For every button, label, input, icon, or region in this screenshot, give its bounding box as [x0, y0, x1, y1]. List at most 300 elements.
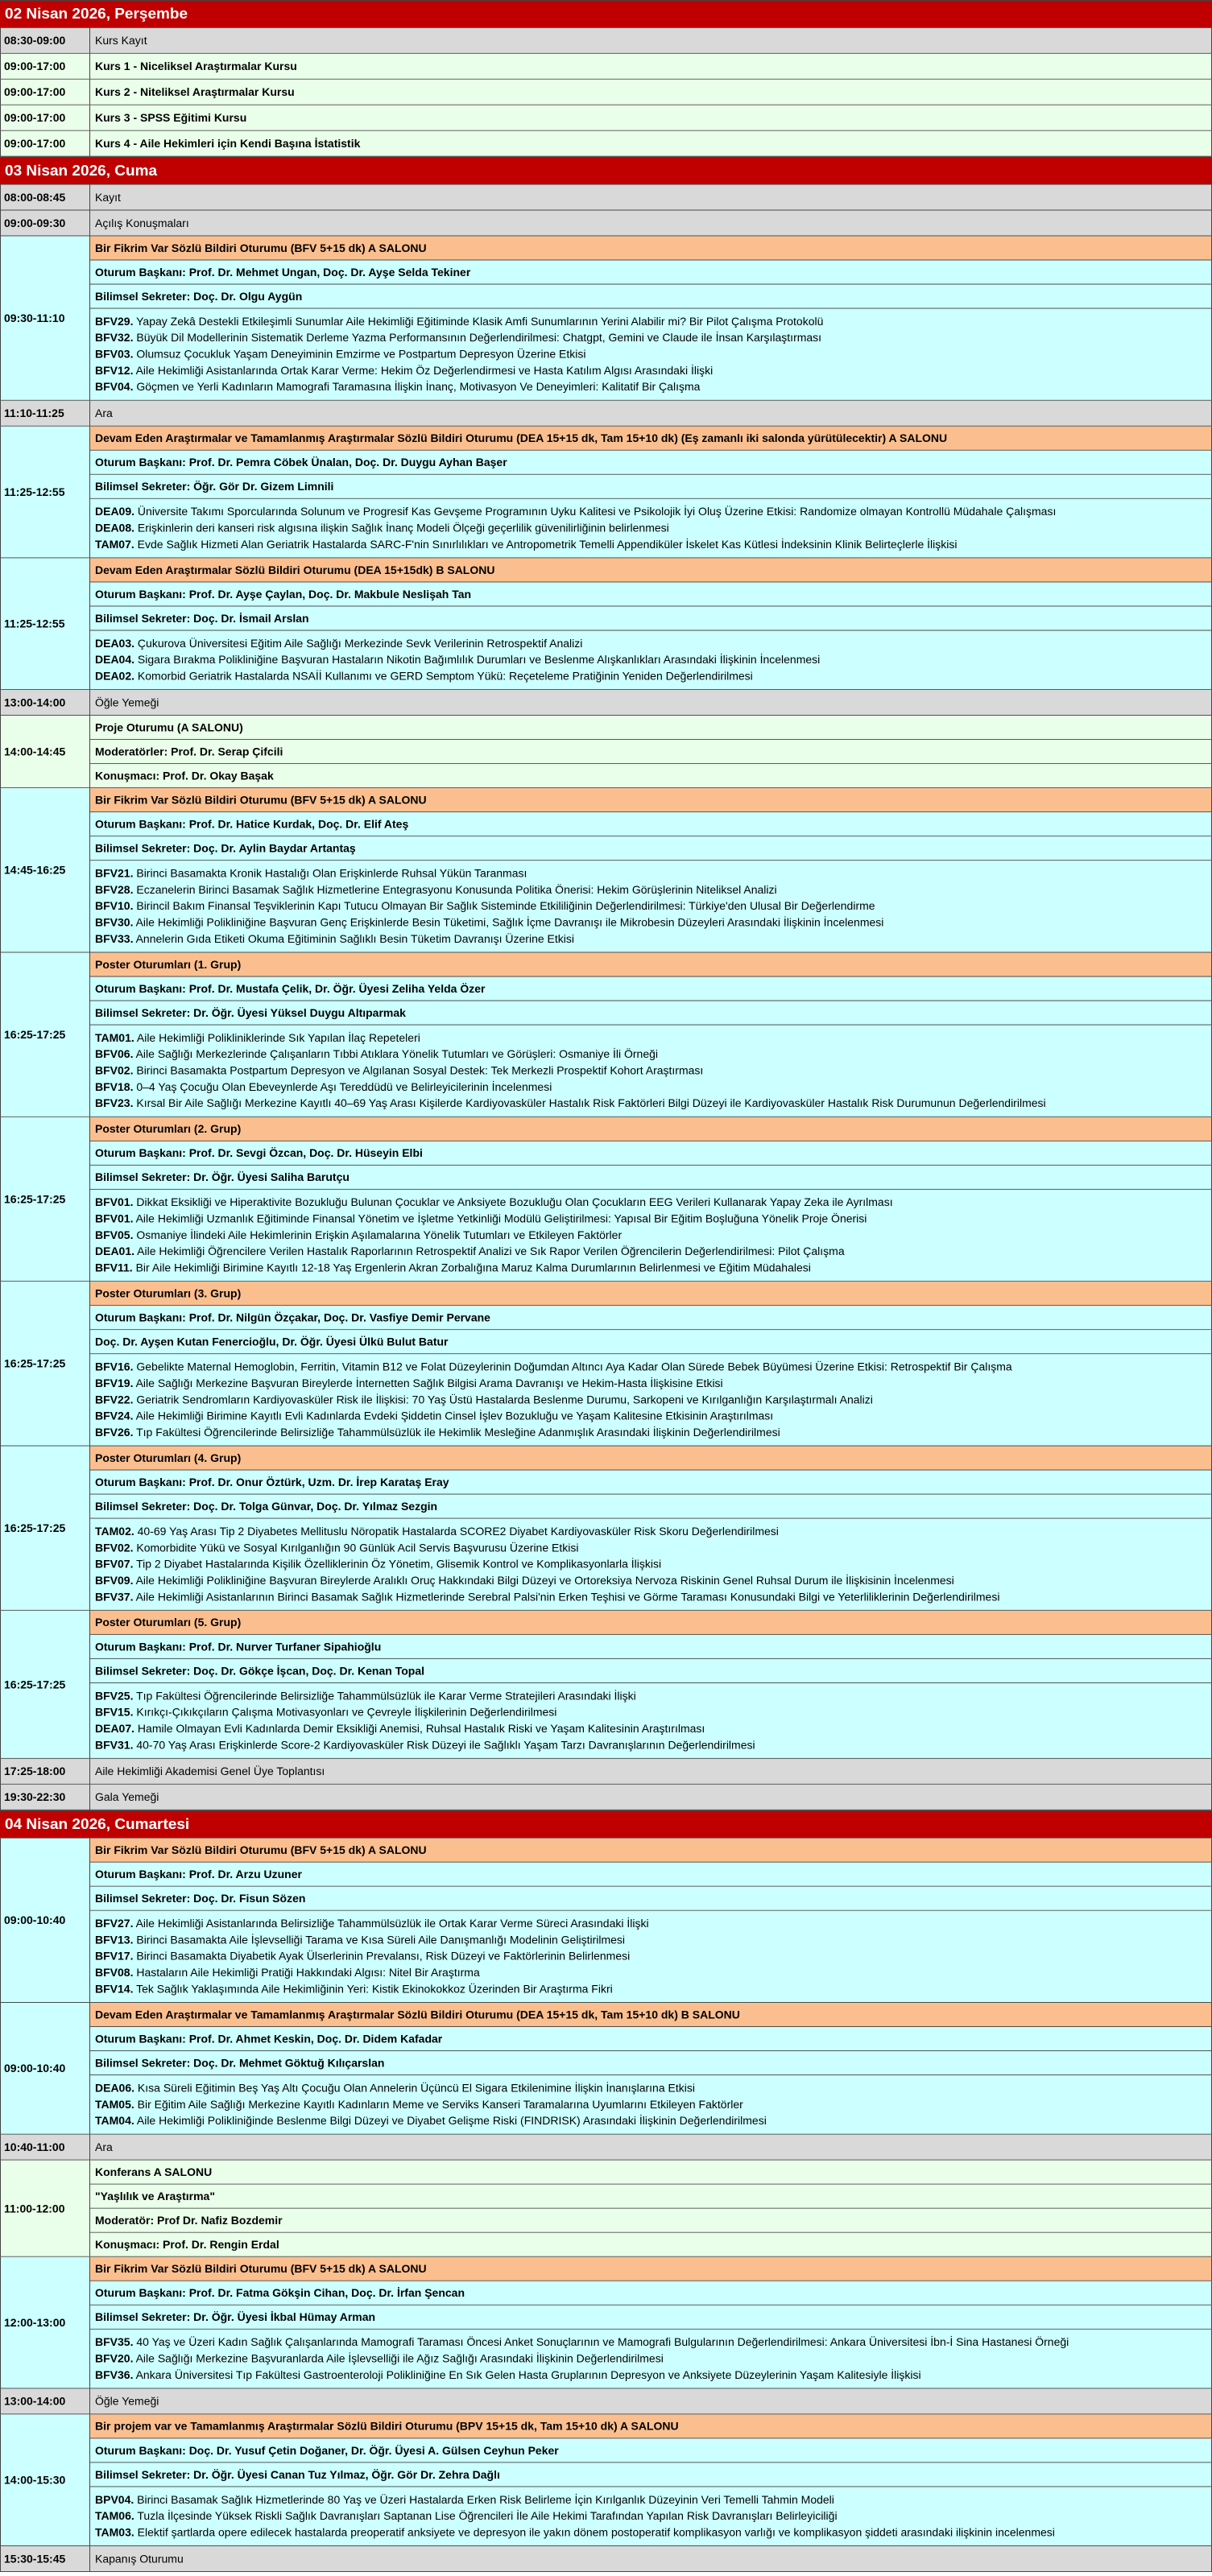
paper-title: Aile Hekimliği Asistanlarında Ortak Karar Verme: Hekim Öz Değerlendirmesi ve Hasta Katılım Algısı Arasındaki İlişki	[135, 364, 714, 377]
paper-title: Göçmen ve Yerli Kadınların Mamografi Taramasına İlişkin İnanç, Motivasyon Ve Deneyimleri: Kalitatif Bir Çalışma	[136, 380, 701, 394]
time-cell: 09:00-17:00	[0, 54, 90, 80]
paper-item	[95, 379, 1211, 395]
paper-list	[90, 2487, 1212, 2546]
paper-title: Birinci Basamakta Postpartum Depresyon ve Algılanan Sosyal Destek: Tek Merkezli Prospektif Kohort Araştırması	[136, 1063, 704, 1077]
session-body	[90, 558, 1212, 690]
session-block	[0, 788, 1212, 952]
paper-item	[95, 1720, 1211, 1736]
paper-title: Bir Eğitim Aile Sağlığı Merkezine Kayıtlı Kadınların Meme ve Serviks Kanseri Taramalarına Uyumlarını Etkileyen Faktörler	[137, 2098, 743, 2111]
paper-title: Hamile Olmayan Evli Kadınlarda Demir Eksikliği Anemisi, Ruhsal Hastalık Riski ve Yaşam Kalitesinin Araştırılması	[137, 1722, 705, 1735]
paper-item	[95, 1244, 1211, 1260]
session-time: 16:25-17:25	[0, 1282, 90, 1446]
session-chair-line: Konuşmacı: Prof. Dr. Rengin Erdal	[90, 2233, 1212, 2257]
time-cell: 08:30-09:00	[0, 28, 90, 54]
day-header: 03 Nisan 2026, Cuma	[0, 157, 1212, 185]
schedule-row	[0, 2388, 1212, 2414]
paper-code: BFV08.	[95, 1966, 134, 1979]
paper-code: BFV29.	[95, 315, 134, 328]
session-block	[0, 1282, 1212, 1446]
paper-item	[95, 1392, 1211, 1408]
paper-item	[95, 2113, 1211, 2129]
event-label: Gala Yemeği	[90, 1785, 1212, 1810]
paper-code: BFV37.	[95, 1590, 134, 1604]
paper-item	[95, 1030, 1211, 1046]
session-body	[90, 2003, 1212, 2135]
paper-title: Aile Hekimliği Polikliniğinde Beslenme Bilgi Düzeyi ve Diyabet Gelişme Riski (FINDRISK) Arasındaki İlişkinin Değerlendirilmesi	[136, 2114, 767, 2128]
paper-item	[95, 2491, 1211, 2508]
session-block	[0, 952, 1212, 1117]
paper-code: TAM07.	[95, 538, 134, 551]
schedule-row	[0, 210, 1212, 236]
time-cell: 09:00-09:30	[0, 210, 90, 236]
paper-item	[95, 1408, 1211, 1424]
paper-item	[95, 668, 1211, 684]
paper-list	[90, 1683, 1212, 1759]
event-label: Aile Hekimliği Akademisi Genel Üye Toplantısı	[90, 1759, 1212, 1785]
session-time: 14:45-16:25	[0, 788, 90, 952]
paper-title: Birinci Basamakta Diyabetik Ayak Ülserlerinin Prevalansı, Risk Düzeyi ve Faktörlerinin Belirlenmesi	[136, 1950, 631, 1963]
paper-code: DEA07.	[95, 1722, 135, 1735]
paper-item	[95, 2367, 1211, 2383]
session-title: Poster Oturumları (5. Grup)	[90, 1611, 1212, 1635]
session-chair-line: Bilimsel Sekreter: Doç. Dr. Olgu Aygün	[90, 284, 1212, 308]
session-chair-line: Oturum Başkanı: Prof. Dr. Mustafa Çelik, Dr. Öğr. Üyesi Zeliha Yelda Özer	[90, 976, 1212, 1001]
paper-item	[95, 865, 1211, 881]
time-cell: 13:00-14:00	[0, 690, 90, 716]
session-chair-line: Oturum Başkanı: Prof. Dr. Sevgi Özcan, Doç. Dr. Hüseyin Elbi	[90, 1141, 1212, 1166]
paper-list	[90, 1519, 1212, 1611]
event-label: Öğle Yemeği	[90, 2388, 1212, 2414]
paper-title: Evde Sağlık Hizmeti Alan Geriatrik Hastalarda SARC-F'nin Sınırlılıkları ve Antropometrik Temelli Appendiküler İskelet Kas Kütlesi İndeksinin Klinik Belirteçlerle İlişkisi	[137, 538, 958, 551]
session-chair-line: Oturum Başkanı: Prof. Dr. Hatice Kurdak, Doç. Dr. Elif Ateş	[90, 812, 1212, 836]
session-chair-line: Bilimsel Sekreter: Dr. Öğr. Üyesi İkbal Hümay Arman	[90, 2306, 1212, 2330]
paper-item	[95, 1523, 1211, 1539]
paper-title: Tuzla İlçesinde Yüksek Riskli Sağlık Davranışları Saptanan Lise Öğrencileri İle Aile Hekimi Tarafından Yapılan Risk Davranışları Belirleyiciliği	[137, 2509, 838, 2523]
session-chair-line: Bilimsel Sekreter: Doç. Dr. Gökçe İşcan, Doç. Dr. Kenan Topal	[90, 1659, 1212, 1683]
session-time: 11:00-12:00	[0, 2161, 90, 2257]
paper-title: Çukurova Üniversitesi Eğitim Aile Sağlığı Merkezinde Sevk Verilerinin Retrospektif Analizi	[137, 637, 583, 650]
session-title: Devam Eden Araştırmalar ve Tamamlanmış Araştırmalar Sözlü Bildiri Oturumu (DEA 15+15 dk, Tam 15+10 dk) (Eş zamanlı iki salonda yürütülecektir) A SALONU	[90, 427, 1212, 451]
session-body	[90, 236, 1212, 400]
schedule-row	[0, 2546, 1212, 2572]
paper-code: BFV09.	[95, 1574, 134, 1587]
session-body	[90, 716, 1212, 788]
paper-code: DEA09.	[95, 505, 135, 518]
paper-code: DEA03.	[95, 637, 135, 650]
time-cell: 19:30-22:30	[0, 1785, 90, 1810]
session-title: Bir Fikrim Var Sözlü Bildiri Oturumu (BFV 5+15 dk) A SALONU	[90, 236, 1212, 260]
schedule-row	[0, 80, 1212, 105]
session-body	[90, 2161, 1212, 2257]
day-header: 02 Nisan 2026, Perşembe	[0, 0, 1212, 28]
paper-code: BFV27.	[95, 1917, 134, 1930]
paper-code: BFV25.	[95, 1689, 134, 1703]
paper-code: TAM01.	[95, 1031, 134, 1044]
paper-title: Aile Hekimliği Polikliniklerinde Sık Yapılan İlaç Repeteleri	[136, 1031, 420, 1044]
schedule-row	[0, 54, 1212, 80]
schedule-row	[0, 690, 1212, 716]
schedule-row	[0, 131, 1212, 157]
event-label: Kayıt	[90, 185, 1212, 211]
paper-title: Olumsuz Çocukluk Yaşam Deneyiminin Emzirme ve Postpartum Depresyon Üzerine Etkisi	[136, 347, 586, 361]
session-time: 09:00-10:40	[0, 1839, 90, 2003]
paper-title: Bir Aile Hekimliği Birimine Kayıtlı 12-18 Yaş Ergenlerin Akran Zorbalığına Maruz Kalma Durumlarının Belirlenmesi ve Eğitim Müdahalesi	[135, 1261, 811, 1274]
event-label: Kurs 2 - Niteliksel Araştırmalar Kursu	[90, 80, 1212, 105]
session-body	[90, 1839, 1212, 2003]
paper-list	[90, 499, 1212, 559]
paper-item	[95, 1704, 1211, 1720]
paper-code: BFV36.	[95, 2368, 134, 2381]
paper-item	[95, 2351, 1211, 2367]
session-title: Konferans A SALONU	[90, 2161, 1212, 2185]
paper-title: Gebelikte Maternal Hemoglobin, Ferritin, Vitamin B12 ve Folat Düzeylerinin Doğumdan Altıncı Aya Kadar Olan Sürede Bebek Büyümesi Üzerine Etkisi: Retrospektif Bir Çalışma	[136, 1360, 1012, 1373]
paper-item	[95, 1737, 1211, 1753]
session-time: 09:00-10:40	[0, 2003, 90, 2135]
schedule-row	[0, 401, 1212, 427]
paper-title: Kısa Süreli Eğitimin Beş Yaş Altı Çocuğu Olan Annelerin Üçüncü El Sigara Etkilenimine İlişkin İnanışlarına Etkisi	[137, 2081, 695, 2095]
schedule-row	[0, 1759, 1212, 1785]
session-title: Devam Eden Araştırmalar ve Tamamlanmış Araştırmalar Sözlü Bildiri Oturumu (DEA 15+15 dk, Tam 15+10 dk) B SALONU	[90, 2003, 1212, 2027]
paper-code: BPV04.	[95, 2493, 134, 2506]
paper-list	[90, 1911, 1212, 2003]
schedule-row	[0, 28, 1212, 54]
session-chair-line: Doç. Dr. Ayşen Kutan Fenercioğlu, Dr. Öğr. Üyesi Ülkü Bulut Batur	[90, 1330, 1212, 1354]
paper-list	[90, 1190, 1212, 1282]
paper-code: BFV01.	[95, 1212, 134, 1225]
paper-code: BFV33.	[95, 932, 134, 945]
session-time: 14:00-14:45	[0, 716, 90, 788]
paper-code: BFV23.	[95, 1096, 134, 1110]
time-cell: 17:25-18:00	[0, 1759, 90, 1785]
schedule-row	[0, 1785, 1212, 1810]
paper-title: Hastaların Aile Hekimliği Pratiği Hakkındaki Algısı: Nitel Bir Araştırma	[136, 1966, 480, 1979]
paper-item	[95, 635, 1211, 651]
time-cell: 10:40-11:00	[0, 2135, 90, 2161]
session-block	[0, 1117, 1212, 1282]
paper-title: Erişkinlerin deri kanseri risk algısına ilişkin Sağlık İnanç Modeli Ölçeği geçerlilik güvenilirliğinin belirlenmesi	[137, 521, 669, 535]
paper-code: BFV26.	[95, 1426, 134, 1439]
session-body	[90, 1611, 1212, 1759]
paper-item	[95, 1079, 1211, 1095]
paper-title: Üniversite Takımı Sporcularında Solunum ve Progresif Kas Gevşeme Programının Uyku Kalitesi ve Psikolojik İyi Oluş Üzerine Etkisi: Randomize olmayan Kontrollü Müdahale Çalışması	[137, 505, 1057, 518]
paper-item	[95, 1688, 1211, 1704]
paper-code: DEA04.	[95, 653, 135, 667]
time-cell: 08:00-08:45	[0, 185, 90, 211]
paper-code: TAM05.	[95, 2098, 134, 2111]
paper-item	[95, 1540, 1211, 1556]
paper-list	[90, 2075, 1212, 2135]
session-time: 12:00-13:00	[0, 2257, 90, 2389]
session-block	[0, 2003, 1212, 2135]
paper-item	[95, 1948, 1211, 1964]
session-block	[0, 1611, 1212, 1759]
session-time: 09:30-11:10	[0, 236, 90, 400]
paper-title: Annelerin Gıda Etiketi Okuma Eğitiminin Sağlıklı Besin Tüketim Davranışı Üzerine Etkisi	[135, 932, 574, 945]
session-chair-line: Oturum Başkanı: Prof. Dr. Nurver Turfaner Sipahioğlu	[90, 1635, 1212, 1659]
session-body	[90, 427, 1212, 559]
paper-item	[95, 1981, 1211, 1997]
session-block	[0, 716, 1212, 788]
session-block	[0, 2414, 1212, 2546]
paper-code: BFV06.	[95, 1047, 134, 1061]
session-body	[90, 1447, 1212, 1611]
paper-code: BFV01.	[95, 1195, 134, 1209]
paper-item	[95, 931, 1211, 947]
paper-item	[95, 2080, 1211, 2096]
paper-title: Büyük Dil Modellerinin Sistematik Derleme Yazma Performansının Değerlendirilmesi: Chatgpt, Gemini ve Claude ile İnsan Karşılaştırması	[136, 331, 822, 345]
paper-code: BFV32.	[95, 331, 134, 345]
session-chair-line: Bilimsel Sekreter: Öğr. Gör Dr. Gizem Limnili	[90, 475, 1212, 499]
session-chair-line: Bilimsel Sekreter: Doç. Dr. Aylin Baydar Artantaş	[90, 836, 1212, 861]
time-cell: 13:00-14:00	[0, 2388, 90, 2414]
session-title: Bir Fikrim Var Sözlü Bildiri Oturumu (BFV 5+15 dk) A SALONU	[90, 2257, 1212, 2281]
paper-title: Tıp Fakültesi Öğrencilerinde Belirsizliğe Tahammülsüzlük ile Hekimlik Mesleğine Adanmışlık Arasındaki İlişkinin Değerlendirilmesi	[136, 1426, 780, 1439]
session-chair-line: Bilimsel Sekreter: Doç. Dr. Fisun Sözen	[90, 1887, 1212, 1911]
session-title: Poster Oturumları (2. Grup)	[90, 1117, 1212, 1141]
session-block	[0, 2257, 1212, 2389]
paper-title: Birinci Basamakta Kronik Hastalığı Olan Erişkinlerde Ruhsal Yükün Taranması	[136, 866, 527, 880]
paper-code: TAM04.	[95, 2114, 134, 2128]
paper-title: Aile Hekimliği Uzmanlık Eğitiminde Finansal Yönetim ve İşletme Yetkinliği Modülü Geliştirilmesi: Yapısal Bir Eğitim Boşluğuna Yönelik Proje Önerisi	[135, 1212, 867, 1225]
session-body	[90, 788, 1212, 952]
paper-title: Komorbid Geriatrik Hastalarda NSAİİ Kullanımı ve GERD Semptom Yükü: Reçeteleme Pratiğinin Yeniden Değerlendirilmesi	[137, 669, 753, 683]
paper-code: DEA02.	[95, 669, 135, 683]
schedule-row	[0, 185, 1212, 211]
session-title: Bir projem var ve Tamamlanmış Araştırmalar Sözlü Bildiri Oturumu (BPV 15+15 dk, Tam 15+10 dk) A SALONU	[90, 2414, 1212, 2438]
session-chair-line: Bilimsel Sekreter: Dr. Öğr. Üyesi Canan Tuz Yılmaz, Öğr. Gör Dr. Zehra Dağlı	[90, 2462, 1212, 2487]
paper-code: BFV02.	[95, 1541, 134, 1554]
paper-item	[95, 536, 1211, 552]
session-time: 11:25-12:55	[0, 427, 90, 559]
paper-item	[95, 881, 1211, 898]
paper-title: Aile Hekimliği Öğrencilere Verilen Hastalık Raporlarının Retrospektif Analizi ve Sık Rapor Verilen Öğrencilerin Değerlendirilmesi: Pilot Çalışma	[137, 1245, 845, 1258]
paper-item	[95, 1096, 1211, 1112]
event-label: Öğle Yemeği	[90, 690, 1212, 716]
paper-code: BFV05.	[95, 1228, 134, 1241]
paper-item	[95, 2096, 1211, 2112]
paper-title: Kırıkçı-Çıkıkçıların Çalışma Motivasyonları ve Çevreyle İlişkilerinin Değerlendirilmesi	[136, 1706, 557, 1719]
session-title: Poster Oturumları (1. Grup)	[90, 952, 1212, 976]
event-label: Kurs 1 - Niceliksel Araştırmalar Kursu	[90, 54, 1212, 80]
session-time: 16:25-17:25	[0, 1611, 90, 1759]
paper-item	[95, 1375, 1211, 1391]
session-block	[0, 1839, 1212, 2003]
session-block	[0, 427, 1212, 559]
session-time: 16:25-17:25	[0, 952, 90, 1117]
paper-code: TAM06.	[95, 2509, 134, 2523]
session-chair-line: Oturum Başkanı: Prof. Dr. Nilgün Özçakar, Doç. Dr. Vasfiye Demir Pervane	[90, 1306, 1212, 1330]
session-body	[90, 1282, 1212, 1446]
paper-title: Birinci Basamak Sağlık Hizmetlerinde 80 Yaş ve Üzeri Hastalarda Erken Risk Belirleme İçin Kırılganlık Düzeyinin Veri Temelli Tahmin Modeli	[137, 2493, 834, 2506]
session-chair-line: Bilimsel Sekreter: Doç. Dr. Tolga Günvar, Doç. Dr. Yılmaz Sezgin	[90, 1495, 1212, 1519]
paper-title: Aile Sağlığı Merkezine Başvuran Bireylerde İnternetten Sağlık Bilgisi Arama Davranışı ve Hekim-Hasta İlişkisine Etkisi	[135, 1377, 723, 1389]
paper-code: BFV03.	[95, 347, 134, 361]
paper-code: DEA01.	[95, 1245, 135, 1258]
paper-code: BFV17.	[95, 1950, 134, 1963]
paper-title: Aile Hekimliği Birimine Kayıtlı Evli Kadınlarda Evdeki Şiddetin Cinsel İşlev Bozukluğu ve Yaşam Kalitesine Etkisinin Araştırılması	[135, 1410, 774, 1422]
paper-item	[95, 1556, 1211, 1572]
paper-item	[95, 1211, 1211, 1227]
paper-item	[95, 914, 1211, 931]
paper-code: BFV19.	[95, 1377, 134, 1389]
paper-title: Aile Hekimliği Polikliniğine Başvuran Genç Erişkinlerde Besin Tüketimi, Sağlık İçme Davranışı ile Mikrobesin Düzeyleri Arasındaki İlişkinin İncelenmesi	[135, 915, 884, 929]
paper-code: BFV12.	[95, 364, 134, 377]
paper-code: DEA06.	[95, 2081, 135, 2095]
session-time: 16:25-17:25	[0, 1117, 90, 1282]
session-chair-line: Bilimsel Sekreter: Dr. Öğr. Üyesi Saliha Barutçu	[90, 1166, 1212, 1190]
paper-title: Aile Hekimliği Polikliniğine Başvuran Bireylerde Aralıklı Oruç Hakkındaki Bilgi Düzeyi ve Ortoreksiya Nervoza Riskinin Genel Ruhsal Durum ile İlişkisinin İncelenmesi	[135, 1574, 954, 1587]
session-body	[90, 1117, 1212, 1282]
session-chair-line: Oturum Başkanı: Prof. Dr. Onur Öztürk, Uzm. Dr. İrep Karataş Eray	[90, 1471, 1212, 1495]
session-chair-line: Oturum Başkanı: Doç. Dr. Yusuf Çetin Doğaner, Dr. Öğr. Üyesi A. Gülsen Ceyhun Peker	[90, 2438, 1212, 2462]
paper-item	[95, 1195, 1211, 1211]
paper-title: Komorbidite Yükü ve Sosyal Kırılganlığın 90 Günlük Acil Servis Başvurusu Üzerine Etkisi	[136, 1541, 579, 1554]
session-title: Devam Eden Araştırmalar Sözlü Bildiri Oturumu (DEA 15+15dk) B SALONU	[90, 558, 1212, 582]
paper-item	[95, 1916, 1211, 1932]
session-chair-line: Oturum Başkanı: Prof. Dr. Pemra Cöbek Ünalan, Doç. Dr. Duygu Ayhan Başer	[90, 451, 1212, 475]
session-time: 16:25-17:25	[0, 1447, 90, 1611]
paper-title: Ankara Üniversitesi Tıp Fakültesi Gastroenteroloji Polikliniğine En Sık Gelen Hasta Gruplarının Depresyon ve Anksiyete Düzeylerinin Yaşam Kalitesiyle İlişkisi	[135, 2368, 921, 2381]
paper-title: 40-70 Yaş Arası Erişkinlerde Score-2 Kardiyovasküler Risk Düzeyi ile Sağlıklı Yaşam Tarzı Davranışlarının Değerlendirilmesi	[136, 1738, 755, 1752]
session-title: Proje Oturumu (A SALONU)	[90, 716, 1212, 740]
paper-code: BFV14.	[95, 1982, 134, 1996]
paper-item	[95, 2524, 1211, 2541]
paper-title: Osmaniye İlindeki Aile Hekimlerinin Erişkin Aşılamalarına Yönelik Tutumları ve Etkileyen Faktörler	[136, 1228, 623, 1241]
paper-item	[95, 2334, 1211, 2351]
paper-title: Kırsal Bir Aile Sağlığı Merkezine Kayıtlı 40–69 Yaş Arası Kişilerde Kardiyovasküler Hastalık Risk Faktörleri Bilgi Düzeyi ile Kardiyovasküler Hastalık Risk Durumunun Değerlendirilmesi	[136, 1096, 1046, 1110]
paper-code: BFV18.	[95, 1080, 134, 1093]
time-cell: 09:00-17:00	[0, 80, 90, 105]
session-block	[0, 236, 1212, 400]
session-chair-line: Oturum Başkanı: Prof. Dr. Ahmet Keskin, Doç. Dr. Didem Kafadar	[90, 2027, 1212, 2051]
paper-list	[90, 309, 1212, 401]
paper-code: BFV04.	[95, 380, 134, 394]
paper-item	[95, 313, 1211, 329]
paper-item	[95, 520, 1211, 536]
paper-item	[95, 1227, 1211, 1243]
paper-item	[95, 1359, 1211, 1375]
paper-code: DEA08.	[95, 521, 135, 535]
session-title: Poster Oturumları (4. Grup)	[90, 1447, 1212, 1471]
paper-code: BFV02.	[95, 1063, 134, 1077]
paper-title: Yapay Zekâ Destekli Etkileşimli Sunumlar Aile Hekimliği Eğitiminde Klasik Amfi Sunumlarının Yerini Alabilir mi? Bir Pilot Çalışma Protokolü	[136, 315, 824, 328]
time-cell: 15:30-15:45	[0, 2546, 90, 2572]
paper-list	[90, 630, 1212, 690]
paper-code: BFV07.	[95, 1558, 134, 1571]
paper-code: BFV15.	[95, 1706, 134, 1719]
paper-code: BFV35.	[95, 2335, 134, 2349]
paper-title: Sigara Bırakma Polikliniğine Başvuran Hastaların Nikotin Bağımlılık Durumları ve Beslenme Alışkanlıkları Arasındaki İlişkinin İncelenmesi	[137, 653, 821, 667]
paper-code: BFV13.	[95, 1933, 134, 1946]
event-label: Kurs Kayıt	[90, 28, 1212, 54]
session-time: 11:25-12:55	[0, 558, 90, 690]
schedule-row	[0, 105, 1212, 131]
paper-code: BFV22.	[95, 1393, 134, 1406]
paper-item	[95, 504, 1211, 520]
schedule-row	[0, 2135, 1212, 2161]
paper-code: BFV24.	[95, 1410, 134, 1422]
event-label: Ara	[90, 401, 1212, 427]
paper-title: 40 Yaş ve Üzeri Kadın Sağlık Çalışanlarında Mamografi Taraması Öncesi Anket Sonuçlarının ve Mamografi Bulgularının Değerlendirilmesi: Ankara Üniversitesi İbn-İ Sina Hastanesi Örneği	[136, 2335, 1069, 2349]
paper-code: BFV30.	[95, 915, 134, 929]
session-chair-line: Bilimsel Sekreter: Doç. Dr. İsmail Arslan	[90, 606, 1212, 630]
paper-code: BFV11.	[95, 1261, 133, 1274]
paper-item	[95, 1932, 1211, 1948]
session-chair-line: Oturum Başkanı: Prof. Dr. Fatma Gökşin Cihan, Doç. Dr. İrfan Şencan	[90, 2281, 1212, 2306]
session-chair-line: Oturum Başkanı: Prof. Dr. Mehmet Ungan, Doç. Dr. Ayşe Selda Tekiner	[90, 260, 1212, 284]
session-chair-line: Konuşmacı: Prof. Dr. Okay Başak	[90, 764, 1212, 788]
event-label: Açılış Konuşmaları	[90, 210, 1212, 236]
paper-title: Aile Hekimliği Asistanlarında Belirsizliğe Tahammülsüzlük ile Ortak Karar Verme Süreci Arasındaki İlişki	[135, 1917, 649, 1930]
time-cell: 09:00-17:00	[0, 105, 90, 131]
session-chair-line: Bilimsel Sekreter: Doç. Dr. Mehmet Göktuğ Kılıçarslan	[90, 2051, 1212, 2075]
paper-code: TAM02.	[95, 1525, 134, 1538]
paper-title: Tek Sağlık Yaklaşımında Aile Hekimliğinin Yeri: Kistik Ekinokokkoz Üzerinden Bir Araştırma Fikri	[136, 1982, 613, 1996]
session-chair-line: Bilimsel Sekreter: Dr. Öğr. Üyesi Yüksel Duygu Altıparmak	[90, 1001, 1212, 1026]
paper-title: Geriatrik Sendromların Kardiyovasküler Risk ile İlişkisi: 70 Yaş Üstü Hastalarda Beslenme Durumu, Sarkopeni ve Kırılganlığın Karşılaştırmalı Analizi	[136, 1393, 873, 1406]
day-header: 04 Nisan 2026, Cumartesi	[0, 1810, 1212, 1839]
paper-code: BFV16.	[95, 1360, 134, 1373]
session-chair-line: Oturum Başkanı: Prof. Dr. Ayşe Çaylan, Doç. Dr. Makbule Neslişah Tan	[90, 582, 1212, 606]
paper-item	[95, 1260, 1211, 1276]
session-body	[90, 952, 1212, 1117]
paper-code: BFV31.	[95, 1738, 134, 1752]
paper-title: Elektif şartlarda opere edilecek hastalarda preoperatif anksiyete ve depresyon ile yakın dönem postoperatif komplikasyon varlığı ve komplikasyon şiddeti arasındaki ilişkinin incelenmesi	[137, 2525, 1055, 2539]
paper-code: BFV10.	[95, 899, 134, 913]
paper-item	[95, 1572, 1211, 1588]
paper-item	[95, 362, 1211, 378]
paper-title: Birinci Basamakta Aile İşlevselliği Tarama ve Kısa Süreli Aile Danışmanlığı Modelinin Geliştirilmesi	[136, 1933, 626, 1946]
session-block	[0, 1447, 1212, 1611]
session-chair-line: "Yaşlılık ve Araştırma"	[90, 2185, 1212, 2209]
session-chair-line: Oturum Başkanı: Prof. Dr. Arzu Uzuner	[90, 1863, 1212, 1887]
paper-item	[95, 1046, 1211, 1063]
paper-title: Aile Sağlığı Merkezlerinde Çalışanların Tıbbi Atıklara Yönelik Tutumları ve Görüşleri: Osmaniye İli Örneği	[135, 1047, 659, 1061]
paper-title: Tıp Fakültesi Öğrencilerinde Belirsizliğe Tahammülsüzlük ile Karar Verme Stratejileri Arasındaki İlişki	[136, 1689, 636, 1703]
paper-item	[95, 898, 1211, 914]
paper-item	[95, 1965, 1211, 1981]
paper-code: BFV21.	[95, 866, 134, 880]
paper-code: BFV28.	[95, 883, 134, 896]
event-label: Kurs 3 - SPSS Eğitimi Kursu	[90, 105, 1212, 131]
paper-item	[95, 1424, 1211, 1440]
session-title: Bir Fikrim Var Sözlü Bildiri Oturumu (BFV 5+15 dk) A SALONU	[90, 1839, 1212, 1863]
paper-code: TAM03.	[95, 2525, 134, 2539]
session-body	[90, 2414, 1212, 2546]
paper-title: Aile Sağlığı Merkezine Başvuranlarda Aile İşlevselliği ile Ağız Sağlığı Arasındaki İlişkinin Değerlendirilmesi	[135, 2351, 664, 2365]
session-body	[90, 2257, 1212, 2389]
paper-title: Birincil Bakım Finansal Teşviklerinin Kapı Tutucu Olmayan Bir Sağlık Sisteminde Etkililiğinin Değerlendirilmesi: Türkiye'den Ulusal Bir Değerlendirme	[136, 899, 875, 913]
session-chair-line: Moderatör: Prof Dr. Nafiz Bozdemir	[90, 2209, 1212, 2233]
paper-item	[95, 652, 1211, 668]
paper-item	[95, 1589, 1211, 1605]
session-time: 14:00-15:30	[0, 2414, 90, 2546]
paper-code: BFV20.	[95, 2351, 134, 2365]
time-cell: 11:10-11:25	[0, 401, 90, 427]
event-label: Ara	[90, 2135, 1212, 2161]
session-title: Bir Fikrim Var Sözlü Bildiri Oturumu (BFV 5+15 dk) A SALONU	[90, 788, 1212, 812]
paper-title: Dikkat Eksikliği ve Hiperaktivite Bozukluğu Bulunan Çocuklar ve Anksiyete Bozukluğu Olan Çocukların EEG Verileri Kullanarak Yapay Zeka ile Ayrılması	[136, 1195, 893, 1209]
paper-title: Eczanelerin Birinci Basamak Sağlık Hizmetlerine Entegrasyonu Konusunda Politika Önerisi: Hekim Görüşlerinin Niteliksel Analizi	[136, 883, 777, 896]
paper-title: 0–4 Yaş Çocuğu Olan Ebeveynlerde Aşı Tereddüdü ve Belirleyicilerinin İncelenmesi	[136, 1080, 552, 1093]
event-label: Kurs 4 - Aile Hekimleri için Kendi Başına İstatistik	[90, 131, 1212, 157]
paper-list	[90, 1026, 1212, 1117]
event-label: Kapanış Oturumu	[90, 2546, 1212, 2572]
paper-list	[90, 861, 1212, 952]
paper-list	[90, 1354, 1212, 1446]
session-chair-line: Moderatörler: Prof. Dr. Serap Çifcili	[90, 740, 1212, 764]
paper-title: 40-69 Yaş Arası Tip 2 Diyabetes Mellituslu Nöropatik Hastalarda SCORE2 Diyabet Kardiyovasküler Risk Skoru Değerlendirilmesi	[137, 1525, 779, 1538]
